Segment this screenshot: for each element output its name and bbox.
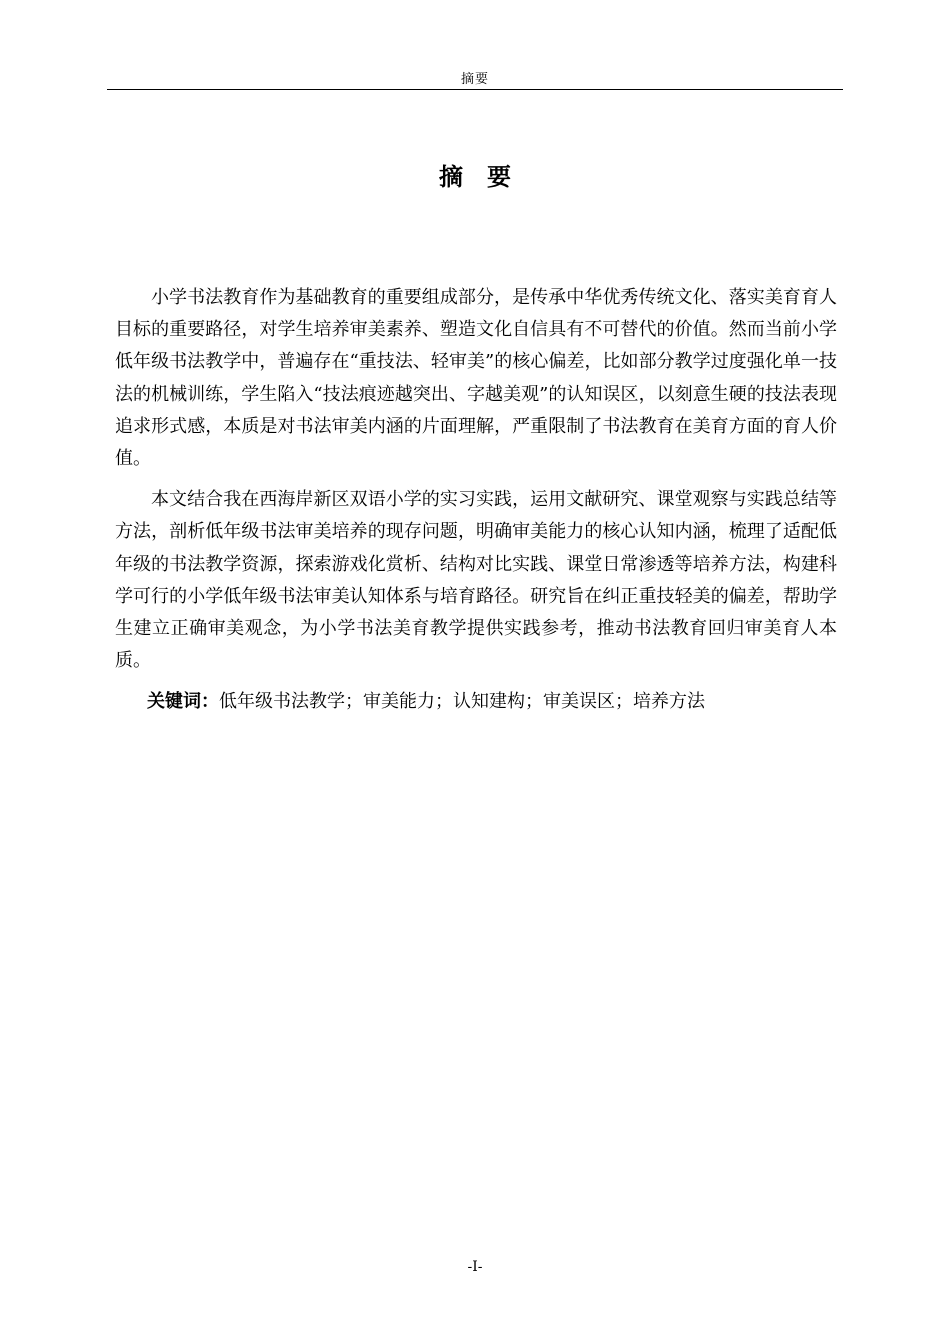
keywords-line bbox=[115, 686, 837, 718]
title-char-2: 要 bbox=[487, 163, 511, 191]
page-title bbox=[107, 159, 843, 195]
keywords-label: 关键词： bbox=[147, 691, 219, 713]
header-rule bbox=[107, 89, 843, 90]
page-number: -I- bbox=[467, 1259, 483, 1275]
keywords-text: 低年级书法教学；审美能力；认知建构；审美误区；培养方法 bbox=[219, 691, 705, 713]
abstract-paragraph-2: 本文结合我在西海岸新区双语小学的实习实践，运用文献研究、课堂观察与实践总结等方法，剖析低年级书法审美培养的现存问题，明确审美能力的核心认知内涵，梳理了适配低年级的书法教学资源，探索游戏化赏析、结构对比实践、课堂日常渗透等培养方法，构建科学可行的小学低年级书法审美认知体系与培育路径。研究旨在纠正重技轻美的偏差，帮助学生建立正确审美观念，为小学书法美育教学提供实践参考，推动书法教育回归审美育人本质。 bbox=[115, 489, 837, 672]
abstract-body bbox=[115, 282, 837, 719]
title-char-1: 摘 bbox=[439, 163, 463, 191]
running-header: 摘要 bbox=[460, 72, 489, 87]
abstract-paragraph-1: 小学书法教育作为基础教育的重要组成部分，是传承中华优秀传统文化、落实美育育人目标的重要路径，对学生培养审美素养、塑造文化自信具有不可替代的价值。然而当前小学低年级书法教学中，普遍存在“重技法、轻审美”的核心偏差，比如部分教学过度强化单一技法的机械训练，学生陷入“技法痕迹越突出、字越美观”的认知误区，以刻意生硬的技法表现追求形式感，本质是对书法审美内涵的片面理解，严重限制了书法教育在美育方面的育人价值。 bbox=[115, 287, 837, 470]
